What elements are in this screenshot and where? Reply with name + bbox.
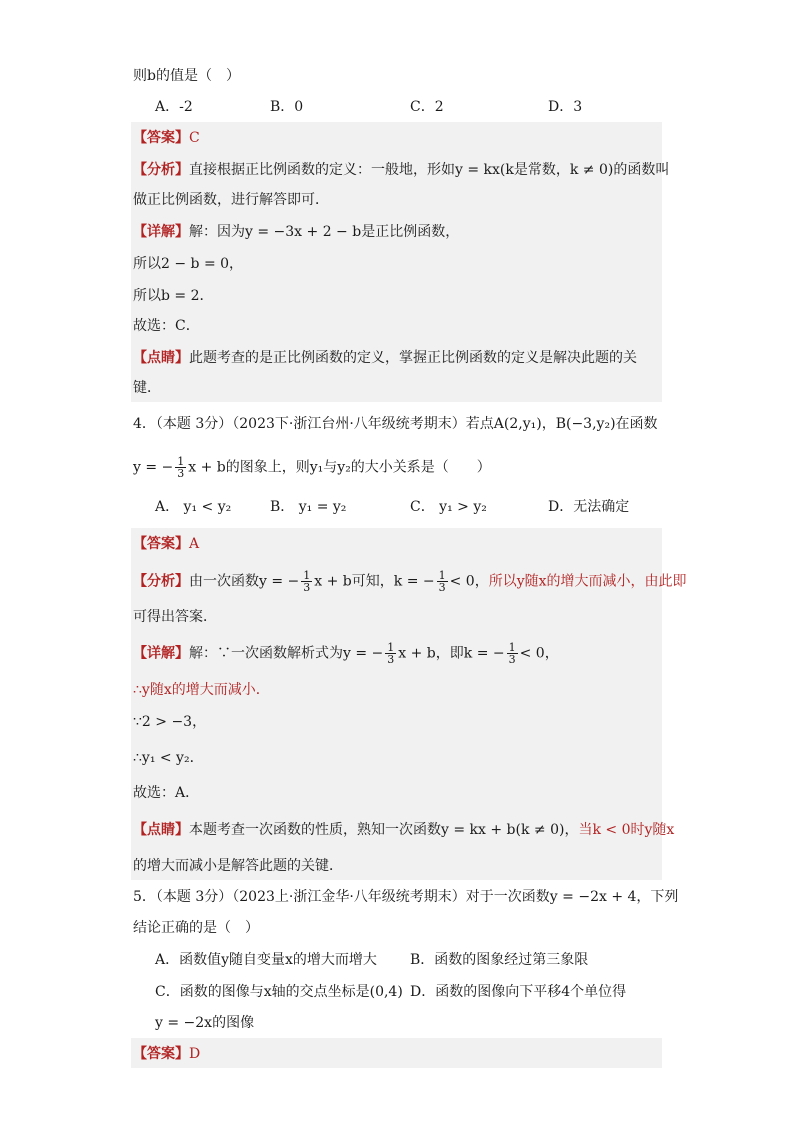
remark-text-a: 本题考查一次函数的性质，熟知一次函数y = kx + b(k ≠ 0)，: [189, 822, 579, 838]
q4-remark: [133, 820, 674, 840]
remark-text: 此题考查的是正比例函数的定义，掌握正比例函数的定义是解决此题的关: [189, 350, 637, 366]
analysis-tag: 【分析】: [133, 162, 189, 178]
q4-option-b: B． y₁ = y₂: [270, 499, 347, 515]
q3-stem: 则b的值是（ ）: [133, 68, 240, 84]
q4-option-d: D．无法确定: [548, 499, 630, 515]
q4-detail-l2: ∴y随x的增大而减小．: [133, 682, 270, 698]
q5-stem: 5．（本题 3分）（2023上·浙江金华·八年级统考期末）对于一次函数y = −2x + 4，下列: [133, 889, 679, 905]
q4-detail-l5: 故选：A．: [133, 785, 200, 801]
q4-detail: [133, 642, 559, 665]
q5-option-d: D．函数的图像向下平移4个单位得: [410, 984, 627, 1000]
answer-value: C: [189, 130, 200, 146]
q5-option-d-cont: y = −2x的图像: [155, 1015, 255, 1031]
q4-func-suffix: x + b的图象上，则y₁与y₂的大小关系是（ ）: [188, 459, 491, 476]
fraction-denominator: 3: [438, 581, 446, 594]
fraction-numerator: 1: [303, 569, 311, 582]
detail-tag: 【详解】: [133, 645, 189, 662]
q3-detail: [133, 222, 459, 242]
q5-answer: [133, 1044, 200, 1064]
q3-option-b: B．0: [270, 99, 304, 115]
analysis-text-d: 所以y随x的增大而减小，由此即: [488, 573, 687, 590]
fraction-denominator: 3: [177, 467, 185, 480]
q4-remark-cont: 的增大而减小是解答此题的关键．: [133, 858, 343, 874]
q3-answer: [133, 128, 200, 148]
q5-option-c: C．函数的图像与x轴的交点坐标是(0,4): [155, 984, 403, 1000]
analysis-text-a: 由一次函数y = −: [189, 573, 300, 590]
fraction-numerator: 1: [387, 641, 395, 654]
fraction-numerator: 1: [508, 641, 516, 654]
detail-tag: 【详解】: [133, 224, 189, 240]
q4-detail-l3: ∵2 > −3，: [133, 714, 207, 730]
q4-func-prefix: y = −: [133, 459, 174, 476]
answer-value: A: [189, 536, 200, 552]
fraction-one-third: [175, 456, 186, 479]
fraction-one-third: [301, 570, 312, 593]
q4-option-c: C． y₁ > y₂: [410, 499, 487, 515]
q4-detail-l4: ∴y₁ < y₂．: [133, 750, 204, 766]
q5-option-b: B．函数的图象经过第三象限: [410, 952, 589, 968]
q4-analysis: [133, 570, 687, 593]
q3-analysis: [133, 160, 669, 180]
q3-option-c: C．2: [410, 99, 444, 115]
analysis-text: 直接根据正比例函数的定义：一般地，形如y = kx(k是常数，k ≠ 0)的函数叫: [189, 162, 670, 178]
q4-analysis-cont: 可得出答案．: [133, 609, 217, 625]
detail-text-c: < 0，: [519, 645, 559, 662]
fraction-numerator: 1: [177, 455, 185, 468]
q3-remark-cont: 键．: [133, 380, 161, 396]
detail-text-b: x + b，即k = −: [398, 645, 505, 662]
detail-text: 解：因为y = −3x + 2 − b是正比例函数，: [189, 224, 460, 240]
q4-option-a: A． y₁ < y₂: [155, 499, 232, 515]
analysis-text-b: x + b可知，k = −: [314, 573, 435, 590]
fraction-denominator: 3: [303, 581, 311, 594]
fraction-one-third: [437, 570, 448, 593]
remark-text-b: 当k < 0时y随x: [578, 822, 675, 838]
fraction-one-third: [385, 642, 396, 665]
answer-tag: 【答案】: [133, 536, 189, 552]
q5-answer-block: [131, 1038, 662, 1068]
q3-detail-l2: 所以2 − b = 0，: [133, 256, 244, 272]
remark-tag: 【点睛】: [133, 350, 189, 366]
detail-text-a: 解：∵一次函数解析式为y = −: [189, 645, 384, 662]
q3-option-a: A．-2: [155, 99, 193, 115]
remark-tag: 【点睛】: [133, 822, 189, 838]
analysis-text-c: < 0，: [449, 573, 489, 590]
q3-detail-l4: 故选：C．: [133, 318, 200, 334]
answer-tag: 【答案】: [133, 130, 189, 146]
q4-stem: 4．（本题 3分）（2023下·浙江台州·八年级统考期末）若点A(2,y₁)，B(−3,y₂)在函数: [133, 416, 658, 432]
q3-option-d: D．3: [548, 99, 583, 115]
q3-analysis-cont: 做正比例函数，进行解答即可．: [133, 192, 329, 208]
q5-stem-l2: 结论正确的是（ ）: [133, 920, 259, 936]
fraction-denominator: 3: [508, 653, 516, 666]
answer-value: D: [189, 1046, 201, 1062]
fraction-one-third: [507, 642, 518, 665]
q4-answer: [133, 534, 199, 554]
q4-stem-l2: [133, 456, 491, 479]
analysis-tag: 【分析】: [133, 573, 189, 590]
fraction-denominator: 3: [387, 653, 395, 666]
answer-tag: 【答案】: [133, 1046, 189, 1062]
q3-detail-l3: 所以b = 2．: [133, 288, 214, 304]
q5-option-a: A．函数值y随自变量x的增大而增大: [155, 952, 377, 968]
q3-remark: [133, 348, 637, 368]
fraction-numerator: 1: [438, 569, 446, 582]
